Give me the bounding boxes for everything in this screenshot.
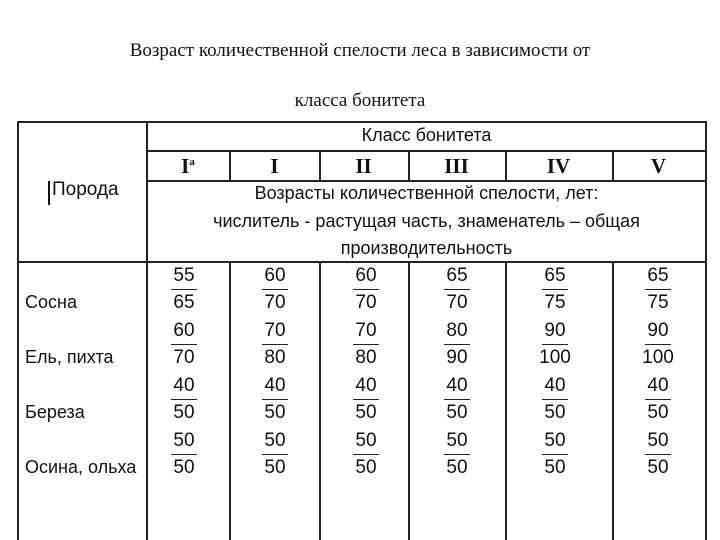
ages-line-3: производительность — [340, 238, 513, 258]
numerator-value: 40 — [446, 375, 468, 396]
fraction-line — [542, 289, 568, 290]
class-II: II — [355, 154, 372, 178]
numerator-value: 40 — [355, 375, 377, 396]
species-aspen-alder: Осина, ольха — [25, 457, 137, 477]
fraction-line — [353, 454, 379, 455]
numerator-value: 70 — [264, 320, 286, 341]
denominator-value: 80 — [355, 347, 377, 368]
class-I: I — [270, 154, 279, 178]
denominator-value: 50 — [173, 402, 195, 423]
denominator-value: 50 — [647, 457, 669, 478]
numerator-value: 40 — [173, 375, 195, 396]
denominator-value: 50 — [446, 457, 468, 478]
col-divider-5 — [612, 261, 614, 540]
numerator-value: 50 — [173, 430, 195, 451]
denominator-value: 50 — [173, 457, 195, 478]
denominator-value: 75 — [647, 292, 669, 313]
numerator-value: 60 — [264, 265, 286, 286]
bonitet-table — [17, 121, 707, 540]
fraction-line — [262, 344, 288, 345]
table-border-top — [17, 121, 707, 123]
fraction-line — [645, 344, 671, 345]
numerator-value: 50 — [647, 430, 669, 451]
numerator-value: 80 — [446, 320, 468, 341]
class-V: V — [650, 154, 667, 178]
col-divider-2 — [319, 261, 321, 540]
fraction-line — [353, 289, 379, 290]
denominator-value: 70 — [355, 292, 377, 313]
fraction-line — [645, 399, 671, 400]
denominator-value: 75 — [544, 292, 566, 313]
text-cursor — [48, 181, 50, 205]
denominator-value: 50 — [544, 457, 566, 478]
species-header: Порода — [52, 179, 119, 200]
fraction-line — [542, 344, 568, 345]
title-line-2: класса бонитета — [294, 90, 426, 111]
numerator-value: 60 — [355, 265, 377, 286]
col-divider-1 — [229, 261, 231, 540]
ages-line-1: Возрасты количественной спелости, лет: — [254, 183, 599, 203]
header-line-bottom — [17, 261, 707, 263]
denominator-value: 65 — [173, 292, 195, 313]
fraction-line — [645, 289, 671, 290]
denominator-value: 70 — [446, 292, 468, 313]
fraction-line — [444, 344, 470, 345]
denominator-value: 50 — [446, 402, 468, 423]
fraction-line — [444, 289, 470, 290]
fraction-line — [171, 454, 197, 455]
numerator-value: 70 — [355, 320, 377, 341]
fraction-line — [444, 399, 470, 400]
denominator-value: 100 — [539, 347, 571, 368]
numerator-value: 55 — [173, 265, 195, 286]
denominator-value: 50 — [264, 402, 286, 423]
numerator-value: 40 — [544, 375, 566, 396]
class-header: Класс бонитета — [361, 125, 492, 145]
fraction-line — [353, 399, 379, 400]
fraction-line — [542, 454, 568, 455]
numerator-value: 90 — [544, 320, 566, 341]
denominator-value: 50 — [355, 402, 377, 423]
ages-line-2: числитель - растущая часть, знаменатель – общая — [213, 211, 640, 231]
fraction-line — [645, 454, 671, 455]
numerator-value: 40 — [647, 375, 669, 396]
fraction-line — [171, 399, 197, 400]
denominator-value: 50 — [264, 457, 286, 478]
species-pine: Сосна — [25, 292, 77, 312]
col-divider-4 — [505, 261, 507, 540]
fraction-line — [171, 344, 197, 345]
denominator-value: 100 — [642, 347, 674, 368]
numerator-value: 65 — [647, 265, 669, 286]
numerator-value: 50 — [544, 430, 566, 451]
title-line-1: Возраст количественной спелости леса в зависимости от — [129, 40, 591, 61]
fraction-line — [171, 289, 197, 290]
fraction-line — [353, 344, 379, 345]
fraction-line — [262, 289, 288, 290]
denominator-value: 70 — [173, 347, 195, 368]
class-III: III — [444, 154, 469, 178]
species-spruce-fir: Ель, пихта — [25, 347, 114, 367]
numerator-value: 50 — [446, 430, 468, 451]
numerator-value: 40 — [264, 375, 286, 396]
numerator-value: 50 — [355, 430, 377, 451]
denominator-value: 50 — [355, 457, 377, 478]
numerator-value: 60 — [173, 320, 195, 341]
denominator-value: 90 — [446, 347, 468, 368]
species-birch: Береза — [25, 402, 85, 422]
numerator-value: 65 — [544, 265, 566, 286]
fraction-line — [444, 454, 470, 455]
numerator-value: 90 — [647, 320, 669, 341]
fraction-line — [262, 399, 288, 400]
numerator-value: 50 — [264, 430, 286, 451]
fraction-line — [262, 454, 288, 455]
col-divider-3 — [408, 261, 410, 540]
class-IV: IV — [546, 154, 571, 178]
class-Ia: $I^а$ — [181, 154, 195, 178]
fraction-line — [542, 399, 568, 400]
denominator-value: 50 — [647, 402, 669, 423]
numerator-value: 65 — [446, 265, 468, 286]
table-border-left — [17, 121, 19, 540]
denominator-value: 80 — [264, 347, 286, 368]
denominator-value: 70 — [264, 292, 286, 313]
denominator-value: 50 — [544, 402, 566, 423]
